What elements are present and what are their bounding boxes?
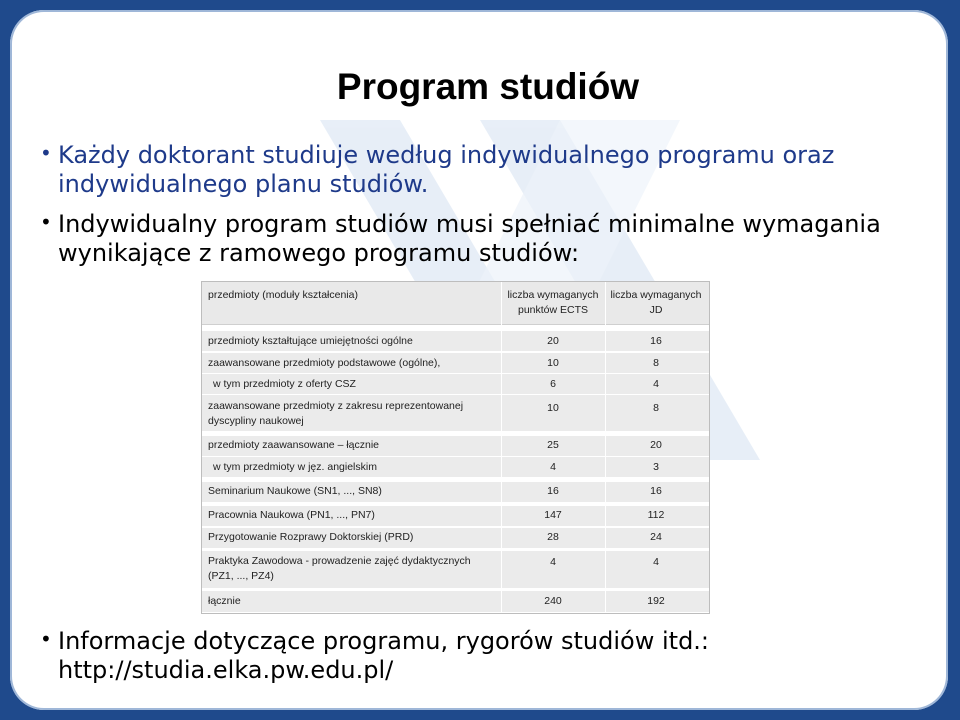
table-cell: 20 [650,439,662,451]
table-cell: przedmioty zaawansowane – łącznie [208,439,380,451]
table-cell: 6 [550,378,556,390]
header-cell-jd: liczba wymaganych JD [610,289,702,316]
table-cell: zaawansowane przedmioty z zakresu reprezentowanej dyscypliny naukowej [208,400,464,427]
table-cell: 192 [647,595,665,607]
table-cell: w tym przedmioty z oferty CSZ [213,378,356,390]
table-row [202,436,709,457]
column-divider [501,282,502,613]
table-header [202,282,709,325]
table-cell: 147 [544,509,562,521]
table-cell: 20 [547,335,559,347]
table-cell: zaawansowane przedmioty podstawowe (ogólne), [208,357,441,369]
table-row [202,506,709,527]
bullet-item [40,210,920,268]
bullet-text: Indywidualny program studiów musi spełniać minimalne wymagania wynikające z ramowego programu studiów: [58,210,881,267]
bullet-dot-icon: • [40,210,52,234]
table-cell: 4 [550,556,556,568]
table-cell: 4 [550,461,556,473]
header-cell-ects: liczba wymaganych punktów ECTS [507,289,599,316]
table-row [202,353,709,374]
slide-title: Program studiów [336,66,640,107]
table-cell: 16 [547,485,559,497]
bullet-text: Informacje dotyczące programu, rygorów studiów itd.: http://studia.elka.pw.edu.pl/ [58,627,710,684]
table-cell: 3 [653,461,659,473]
bullet-text: Każdy doktorant studiuje według indywidualnego programu oraz indywidualnego planu studiów. [58,141,835,198]
table-cell: w tym przedmioty w jęz. angielskim [213,461,377,473]
table-row [202,331,709,352]
table-cell: Przygotowanie Rozprawy Doktorskiej (PRD) [208,531,414,543]
bullet-item [40,627,920,685]
table-row [202,528,709,549]
table-cell: 24 [650,531,662,543]
table-cell: Pracownia Naukowa (PN1, ..., PN7) [208,509,375,521]
table-cell: 28 [547,531,559,543]
table-cell: 240 [544,595,562,607]
table-row [202,395,709,432]
table-cell: 16 [650,485,662,497]
table-row [202,551,709,589]
table-row [202,591,709,612]
table-cell: przedmioty kształtujące umiejętności ogólne [208,335,413,347]
table-cell: 10 [547,357,559,369]
table-row [202,457,709,478]
table-cell: 8 [653,357,659,369]
table-cell: łącznie [208,595,241,607]
bullet-dot-icon: • [40,141,52,165]
table-cell: 4 [653,556,659,568]
table-cell: Praktyka Zawodowa - prowadzenie zajęć dydaktycznych (PZ1, ..., PZ4) [208,555,471,582]
table-row [202,374,709,395]
table-cell: 4 [653,378,659,390]
bullet-item [40,141,900,199]
table-cell: Seminarium Naukowe (SN1, ..., SN8) [208,485,382,497]
table-cell: 8 [653,402,659,414]
table-cell: 10 [547,402,559,414]
column-divider [605,282,606,613]
table-cell: 25 [547,439,559,451]
header-cell-subjects: przedmioty (moduły kształcenia) [208,289,358,301]
bullet-dot-icon: • [40,627,52,651]
table-row [202,482,709,503]
table-cell: 112 [647,509,665,521]
requirements-table [201,281,710,614]
table-cell: 16 [650,335,662,347]
